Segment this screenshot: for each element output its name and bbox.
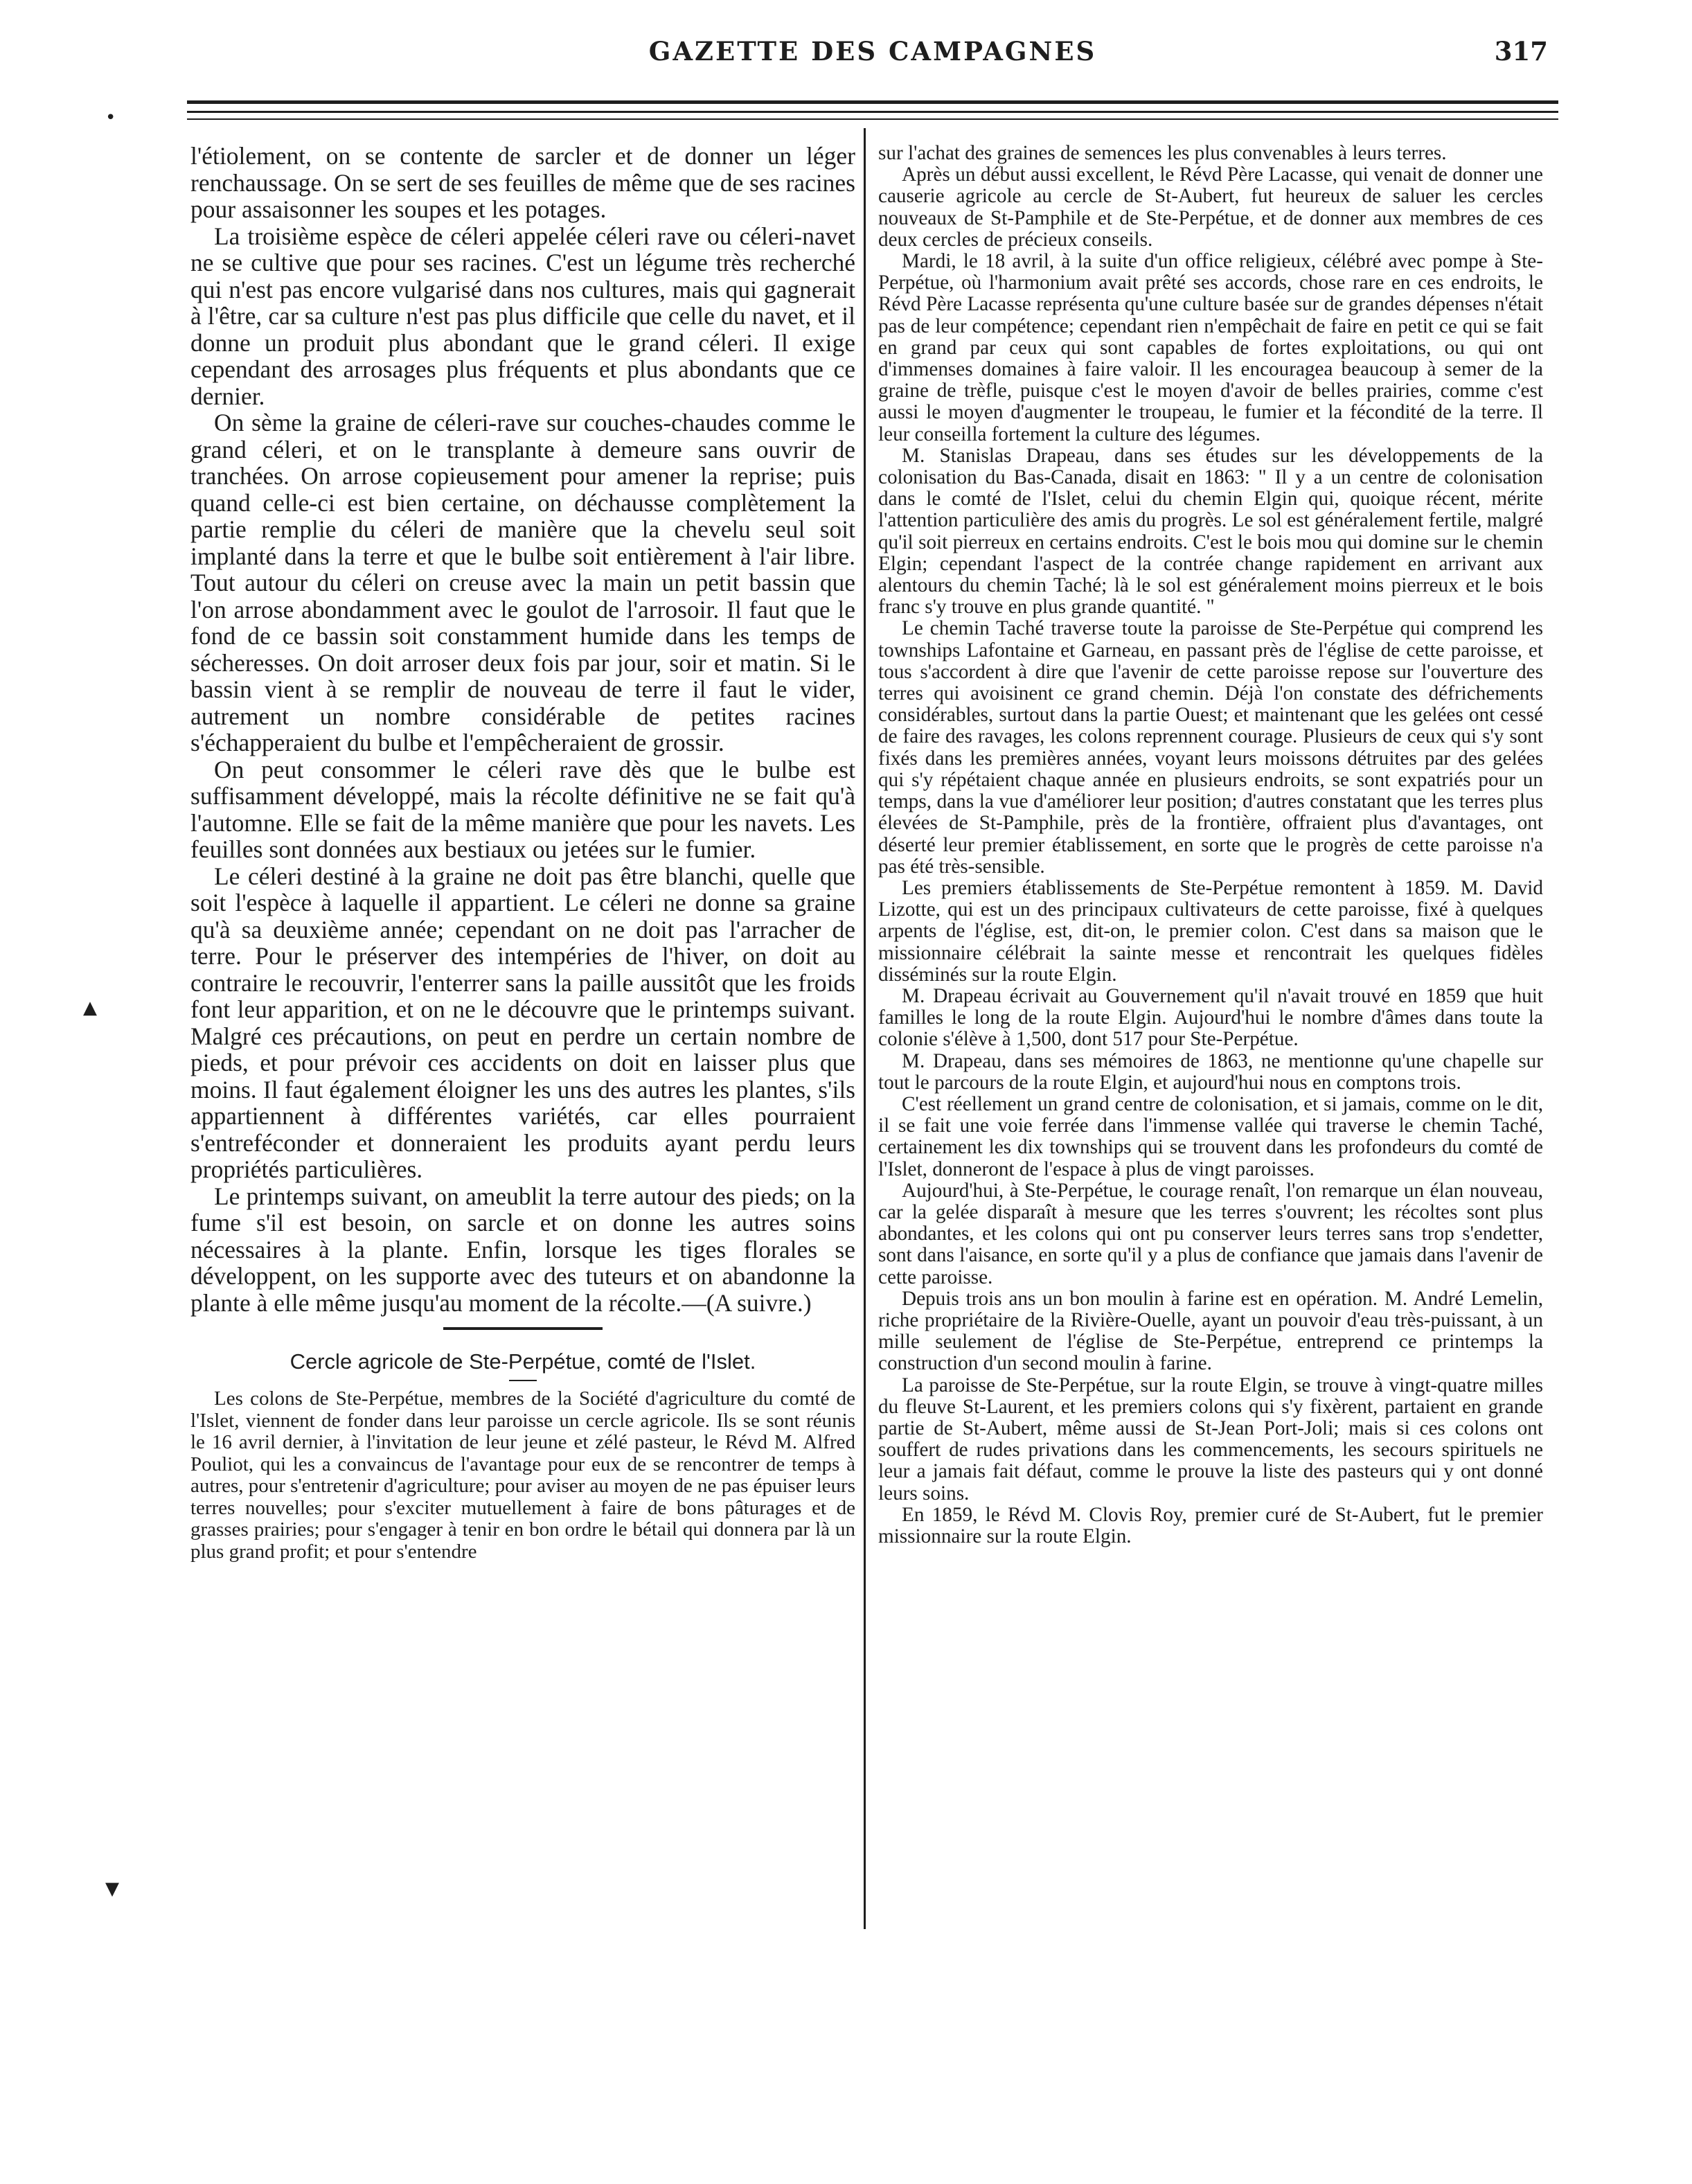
paragraph: On sème la graine de céleri-rave sur couches-chaudes comme le grand céleri, et on le transplante à demeure sans ouvrir de tranchées. On arrose copieusement pour amener la reprise; puis quand celle-ci est bien certaine, on déchausse complètement la partie remplie du céleri de manière que la chevelu seul soit implanté dans la terre et que le bulbe soit entièrement à l'air libre. Tout autour du céleri on creuse avec la main un petit bassin que l'on arrose abondamment avec le goulot de l'arrosoir. Il faut que le fond de ce bassin soit constamment humide dans les temps de sécheresses. On doit arroser deux fois par jour, soir et matin. Si le bassin vient à se remplir de nouveau de terre il faut le vider, autrement un nombre considérable de petites racines s'échapperaient du bulbe et l'empêcheraient de grossir. [190,409,855,756]
journal-title: GAZETTE DES CAMPAGNES [648,36,1097,66]
paragraph: M. Stanislas Drapeau, dans ses études sur les développements de la colonisation du Bas-Canada, disait en 1863: " Il y a un centre de colonisation dans le comté de l'Islet, celui du chemin Elgin qui, quoique récent, mérite l'attention particulière des amis du progrès. Le sol est généralement fertile, malgré qu'il soit pierreux en certains endroits. C'est le bois mou qui domine sur le chemin Elgin; cependant l'aspect de la contrée change rapidement en arrivant aux alentours du chemin Taché; là le sol est généralement moins pierreux et le bois franc s'y trouve en plus grande quantité. " [878,444,1543,619]
header-rule-thin [187,118,1558,120]
paragraph: sur l'achat des graines de semences les plus convenables à leurs terres. [878,142,1447,164]
margin-mark: • [105,107,116,128]
paragraph: Le printemps suivant, on ameublit la terre autour des pieds; on la fume s'il est besoin, on sarcle et on donne les autres soins nécessaires à la plante. Enfin, lorsque les tiges florales se développent, on les supporte avec des tuteurs et on abandonne la plante à elle même jusqu'au moment de la récolte.—(A suivre.) [190,1182,855,1317]
paragraph: Le chemin Taché traverse toute la paroisse de Ste-Perpétue qui comprend les townships Lafontaine et Garneau, en passant près de l'église de cette paroisse, et tous s'accordent à dire que l'avenir de cette paroisse repose sur l'ouverture des terres qui avoisinent ce grand chemin. Déjà l'on constate des défrichements considérables, surtout dans la partie Ouest; et maintenant que les gelées ont cessé de faire des ravages, les colons reprennent courage. Plusieurs de ceux qui s'y sont fixés dans les premières années, voyant leurs moissons détruites par des gelées qui s'y répétaient chaque année en plusieurs endroits, se sont expatriés pour un temps, dans la vue d'améliorer leur position; d'autres constatant que les terres plus élevées de St-Pamphile, près de la frontière, offraient plus d'avantages, ont déserté leur premier établissement, en sorte que le progrès de cette paroisse n'a pas été très-sensible. [878,617,1543,878]
section-heading: Cercle agricole de Ste-Perpétue, comté de l'Islet. [290,1349,756,1374]
paragraph: Les premiers établissements de Ste-Perpétue remontent à 1859. M. David Lizotte, qui est un des principaux cultivateurs de cette paroisse, fixé à quelques arpents de l'église, est, dit-on, le premier colon. C'est dans sa maison que le missionnaire célébrait la sainte messe et rencontrait les quelques fidèles disséminés sur la route Elgin. [878,876,1543,986]
margin-mark: ▼ [105,1879,119,1899]
paragraph: Depuis trois ans un bon moulin à farine est en opération. M. André Lemelin, riche propriétaire de la Rivière-Ouelle, ayant un pouvoir d'eau très-puissant, à un mille seulement de l'église de Ste-Perpétue, entreprend ce printemps la construction d'un second moulin à farine. [878,1287,1543,1375]
paragraph: C'est réellement un grand centre de colonisation, et si jamais, comme on le dit, il se fait une voie ferrée dans l'immense vallée qui traverse le chemin Taché, certainement les dix townships qui se trouvent dans les profondeurs du comté de l'Islet, donneront de l'espace à plus de vingt paroisses. [878,1092,1543,1180]
right-column [878,143,1543,1547]
paragraph: Les colons de Ste-Perpétue, membres de la Société d'agriculture du comté de l'Islet, viennent de fonder dans leur paroisse un cercle agricole. Ils se sont réunis le 16 avril dernier, à l'invitation de leur jeune et zélé pasteur, le Révd M. Alfred Pouliot, qui les a convaincus de l'avantage pour eux de se rencontrer de temps à autres, pour s'entretenir d'agriculture; pour aviser au moyen de ne pas épuiser leurs terres nouvelles; pour s'exciter mutuellement à faire de bons pâturages et de grasses prairies; pour s'engager à tenir en bon ordre le bétail qui donnera par là un plus grand profit; et pour s'entendre [190,1387,855,1563]
paragraph: l'étiolement, on se contente de sarcler et de donner un léger renchaussage. On se sert de ses feuilles de même que de ses racines pour assaisonner les soupes et les potages. [190,142,855,223]
paragraph: Mardi, le 18 avril, à la suite d'un office religieux, célébré avec pompe à Ste-Perpétue, où l'harmonium avait prêté ses accords, chose rare en ces endroits, le Révd Père Lacasse représenta qu'une culture basée sur de grandes dépenses n'était pas de leur compétence; cependant rien n'empêchait de faire en petit ce qui se fait en grand par ceux qui sont capables de fortes exploitations, ou qui ont d'immenses domaines à faire valoir. Il les encouragea beaucoup à semer de la graine de trèfle, puisque c'est le moyen d'avoir de belles prairies, comme c'est aussi le moyen d'augmenter le troupeau, le fumier et la fécondité de la terre. Il leur conseilla fortement la culture des légumes. [878,250,1543,445]
section-divider [443,1327,603,1330]
paragraph: En 1859, le Révd M. Clovis Roy, premier curé de St-Aubert, fut le premier missionnaire sur la route Elgin. [878,1503,1543,1547]
section-body [190,1388,855,1563]
paragraph: Le céleri destiné à la graine ne doit pas être blanchi, quelle que soit l'espèce à laquelle il appartient. Le céleri ne donne sa graine qu'à sa deuxième année; cependant on ne doit pas l'arracher de terre. Pour le préserver des intempéries de l'hiver, on doit au contraire le recouvrir, l'enterrer sans la paille aussitôt que les froids font leur apparition, et on ne le découvre que le printemps suivant. Malgré ces précautions, on peut en perdre un certain nombre de pieds, et pour prévoir ces accidents on doit en laisser plus que moins. Il faut également éloigner les uns des autres les plantes, s'ils appartiennent à différentes variétés, car elles pourraient s'entreféconder et donneraient les produits ayant perdu leurs propriétés particulières. [190,862,855,1183]
left-column [190,143,855,1563]
paragraph: On peut consommer le céleri rave dès que le bulbe est suffisamment développé, mais la récolte définitive ne se fait qu'à l'automne. Elle se fait de la même manière que pour les navets. Les feuilles sont données aux bestiaux ou jetées sur le fumier. [190,755,855,863]
page-header [187,36,1558,71]
paragraph: La troisième espèce de céleri appelée céleri rave ou céleri-navet ne se cultive que pour ses racines. C'est un légume très recherché qui n'est pas encore vulgarisé dans nos cultures, mais qui gagnerait à l'être, car sa culture n'est pas plus difficile que celle du navet, et il donne un produit plus abondant que le grand céleri. Il exige cependant des arrosages plus fréquents et plus abondants que ce dernier. [190,222,855,410]
column-divider [864,128,866,1929]
paragraph: La paroisse de Ste-Perpétue, sur la route Elgin, se trouve à vingt-quatre milles du fleuve St-Laurent, et les premiers colons qui s'y fixèrent, partaient en grande partie de St-Aubert, même aussi de St-Jean Port-Joli; mais si ces colons ont souffert de rudes privations dans les commencements, les secours spirituels ne leur a jamais fait défaut, comme le prouve la liste des pasteurs qui y ont donné leurs soins. [878,1374,1543,1504]
heading-rule [509,1380,537,1381]
header-rule-bottom [187,111,1558,113]
page-number: 317 [1494,36,1548,66]
paragraph: M. Drapeau, dans ses mémoires de 1863, ne mentionne qu'une chapelle sur tout le parcours de la route Elgin, et aujourd'hui nous en comptons trois. [878,1049,1543,1094]
margin-mark: ▲ [83,997,97,1018]
paragraph: Aujourd'hui, à Ste-Perpétue, le courage renaît, l'on remarque un élan nouveau, car la gelée disparaît à mesure que les terres s'ouvrent; les récoltes sont plus abondantes, et les colons qui ont pu conserver leurs terres sans trop s'endetter, sont dans l'aisance, en sorte qu'il y a plus de confiance que jamais dans l'avenir de cette paroisse. [878,1179,1543,1288]
paragraph: Après un début aussi excellent, le Révd Père Lacasse, qui venait de donner une causerie agricole au cercle de St-Aubert, fut heureux de saluer les cercles nouveaux de St-Pamphile et de Ste-Perpétue, et de donner aux membres de ces deux cercles de précieux conseils. [878,163,1543,251]
header-rule-top [187,100,1558,104]
paragraph: M. Drapeau écrivait au Gouvernement qu'il n'avait trouvé en 1859 que huit familles le long de la route Elgin. Aujourd'hui le nombre d'âmes dans toute la colonie s'élève à 1,500, dont 517 pour Ste-Perpétue. [878,984,1543,1051]
